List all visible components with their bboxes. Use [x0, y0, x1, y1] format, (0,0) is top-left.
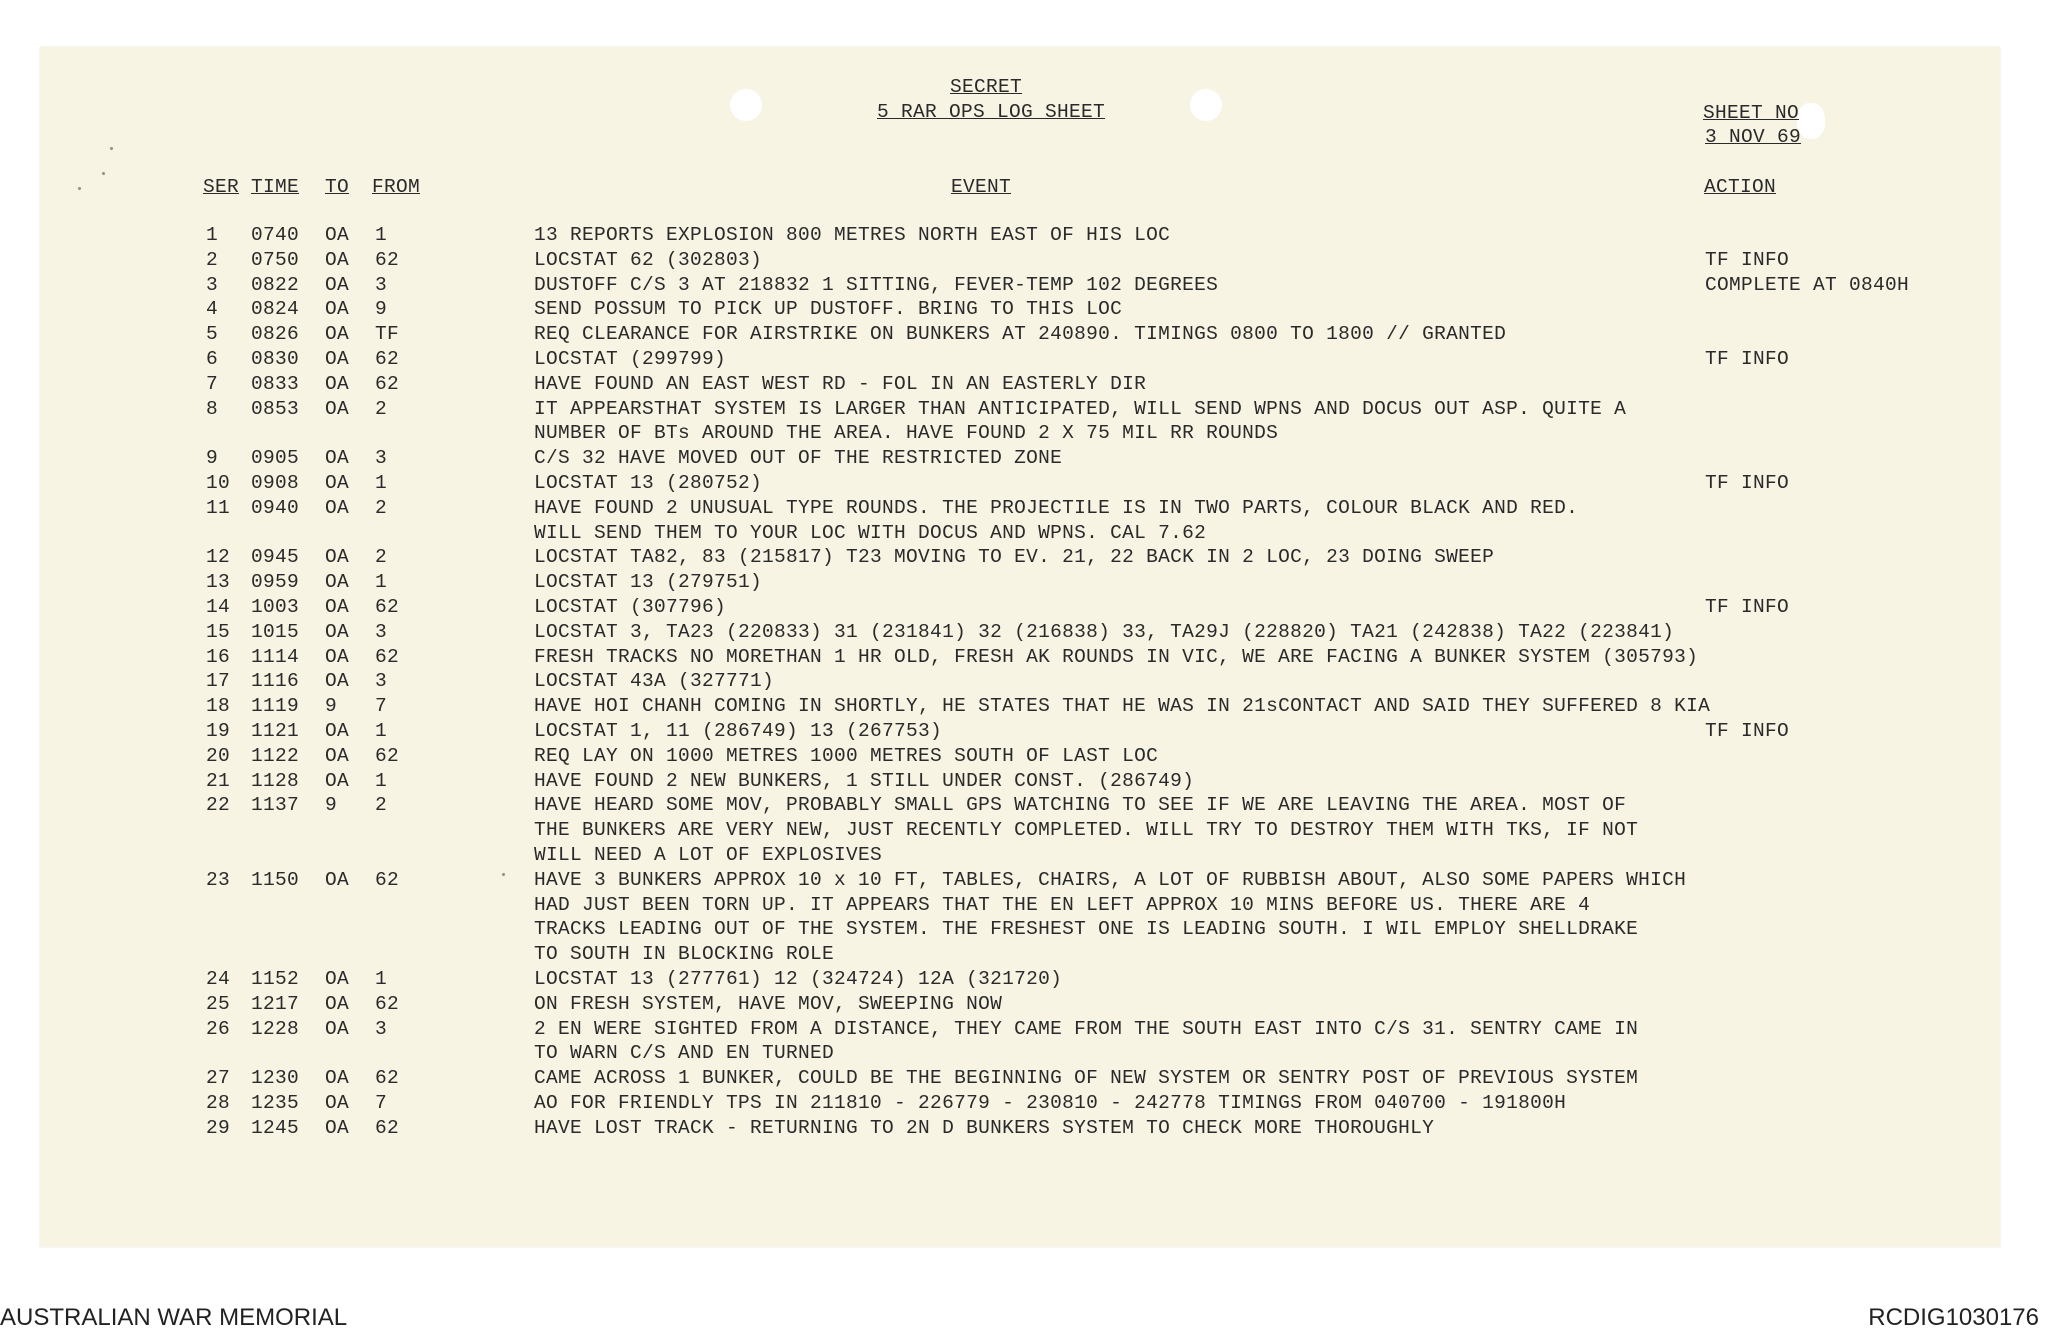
entry-event-line: HAVE HEARD SOME MOV, PROBABLY SMALL GPS WATCHING TO SEE IF WE ARE LEAVING THE AREA. MOST OF	[534, 794, 1627, 817]
entry-time: 1245	[251, 1116, 300, 1139]
entry-event-line: LOCSTAT 62 (302803)	[534, 248, 763, 271]
entry-to: OA	[325, 720, 350, 742]
entry-from: 2	[375, 496, 388, 519]
entry-time: 0750	[251, 248, 300, 271]
entry-from: 1	[375, 571, 388, 594]
entry-serial: 18	[206, 695, 231, 718]
entry-event-line: THE BUNKERS ARE VERY NEW, JUST RECENTLY COMPLETED. WILL TRY TO DESTROY THEM WITH TKS, IF NOT	[534, 819, 1639, 842]
entry-from: 3	[375, 1017, 388, 1040]
entry-time: 1150	[251, 868, 300, 891]
entry-time: 1119	[251, 695, 300, 718]
entry-time: 1003	[251, 596, 300, 618]
entry-to: OA	[325, 992, 350, 1015]
entry-from: 3	[375, 273, 388, 296]
entry-to: OA	[325, 546, 350, 569]
entry-time: 1015	[251, 620, 300, 643]
entry-to: OA	[325, 397, 350, 420]
entry-to: OA	[325, 1067, 350, 1090]
entry-to: OA	[325, 596, 350, 618]
entry-serial: 6	[206, 348, 219, 370]
entry-serial: 8	[206, 397, 219, 420]
entry-serial: 13	[206, 571, 231, 594]
entry-time: 1116	[251, 670, 300, 693]
entry-to: OA	[325, 273, 350, 296]
entry-action: COMPLETE AT 0840H	[1705, 273, 1910, 296]
entry-to: OA	[325, 620, 350, 643]
entry-to: OA	[325, 670, 350, 693]
punch-hole-corner	[1797, 103, 1825, 139]
entry-from: 7	[375, 695, 388, 718]
entry-event-line: CAME ACROSS 1 BUNKER, COULD BE THE BEGINNING OF NEW SYSTEM OR SENTRY POST OF PREVIOUS SYSTEM	[534, 1067, 1639, 1090]
entry-time: 0824	[251, 298, 300, 321]
entry-time: 1128	[251, 769, 300, 792]
entry-to: 9	[325, 695, 338, 718]
footer-source: AUSTRALIAN WAR MEMORIAL	[0, 1304, 348, 1331]
entry-event-line: LOCSTAT TA82, 83 (215817) T23 MOVING TO EV. 21, 22 BACK IN 2 LOC, 23 DOING SWEEP	[534, 546, 1495, 569]
entry-event-line: TRACKS LEADING OUT OF THE SYSTEM. THE FRESHEST ONE IS LEADING SOUTH. I WIL EMPLOY SHELLDRAKE	[534, 918, 1639, 941]
entry-to: OA	[325, 769, 350, 792]
entry-serial: 27	[206, 1067, 231, 1090]
entry-serial: 4	[206, 298, 219, 321]
entry-serial: 28	[206, 1092, 231, 1114]
entry-serial: 17	[206, 670, 231, 693]
entry-from: 62	[375, 992, 400, 1015]
entry-time: 1235	[251, 1092, 300, 1114]
entry-event-line: NUMBER OF BTs AROUND THE AREA. HAVE FOUND 2 X 75 MIL RR ROUNDS	[534, 422, 1279, 445]
column-header-time: TIME	[251, 176, 300, 198]
entry-event-line: 13 REPORTS EXPLOSION 800 METRES NORTH EAST OF HIS LOC	[534, 224, 1171, 246]
entry-from: 1	[375, 769, 388, 792]
entry-from: 3	[375, 670, 388, 693]
entry-event-line: DUSTOFF C/S 3 AT 218832 1 SITTING, FEVER-TEMP 102 DEGREES	[534, 273, 1219, 296]
entry-serial: 21	[206, 769, 231, 792]
entry-event-line: REQ CLEARANCE FOR AIRSTRIKE ON BUNKERS AT 240890. TIMINGS 0800 TO 1800 // GRANTED	[534, 323, 1507, 346]
entry-event-line: 2 EN WERE SIGHTED FROM A DISTANCE, THEY CAME FROM THE SOUTH EAST INTO C/S 31. SENTRY CAME IN	[534, 1017, 1639, 1040]
entry-serial: 25	[206, 992, 231, 1015]
entry-to: OA	[325, 744, 350, 767]
entry-time: 0853	[251, 397, 300, 420]
entry-serial: 10	[206, 472, 231, 494]
column-header-to: TO	[325, 176, 350, 198]
entry-from: 62	[375, 645, 400, 668]
column-header-action: ACTION	[1704, 176, 1777, 198]
entry-event-line: HAD JUST BEEN TORN UP. IT APPEARS THAT THE EN LEFT APPROX 10 MINS BEFORE US. THERE ARE 4	[534, 893, 1591, 916]
entry-event-line: WILL SEND THEM TO YOUR LOC WITH DOCUS AND WPNS. CAL 7.62	[534, 521, 1207, 544]
entry-serial: 7	[206, 372, 219, 395]
entry-event-line: LOCSTAT 3, TA23 (220833) 31 (231841) 32 (216838) 33, TA29J (228820) TA21 (242838) TA22 (223841)	[534, 620, 1675, 643]
entry-event-line: IT APPEARSTHAT SYSTEM IS LARGER THAN ANTICIPATED, WILL SEND WPNS AND DOCUS OUT ASP. QUITE A	[534, 397, 1627, 420]
entry-from: 62	[375, 596, 400, 618]
column-header-from: FROM	[372, 176, 421, 198]
entry-time: 0940	[251, 496, 300, 519]
entry-serial: 24	[206, 968, 231, 990]
entry-from: 9	[375, 298, 388, 321]
sheet-number-label: SHEET NO	[1703, 102, 1800, 124]
entry-to: OA	[325, 1092, 350, 1114]
paper-speck	[78, 187, 81, 190]
entry-to: OA	[325, 496, 350, 519]
entry-event-line: WILL NEED A LOT OF EXPLOSIVES	[534, 844, 883, 866]
entry-event-line: HAVE 3 BUNKERS APPROX 10 x 10 FT, TABLES, CHAIRS, A LOT OF RUBBISH ABOUT, ALSO SOME PAPERS WHICH	[534, 868, 1687, 891]
sheet-date: 3 NOV 69	[1705, 126, 1802, 148]
entry-event-line: C/S 32 HAVE MOVED OUT OF THE RESTRICTED ZONE	[534, 447, 1063, 470]
log-sheet-title: 5 RAR OPS LOG SHEET	[877, 101, 1106, 123]
entry-from: 2	[375, 546, 388, 569]
entry-event-line: HAVE FOUND AN EAST WEST RD - FOL IN AN EASTERLY DIR	[534, 372, 1147, 395]
entry-serial: 11	[206, 496, 231, 519]
entry-serial: 26	[206, 1017, 231, 1040]
entry-from: 62	[375, 868, 400, 891]
entry-serial: 15	[206, 620, 231, 643]
entry-event-line: LOCSTAT 13 (280752)	[534, 472, 763, 494]
entry-event-line: HAVE FOUND 2 NEW BUNKERS, 1 STILL UNDER CONST. (286749)	[534, 769, 1195, 792]
entry-to: OA	[325, 868, 350, 891]
entry-from: 7	[375, 1092, 388, 1114]
entry-action: TF INFO	[1705, 248, 1790, 271]
column-header-ser: SER	[203, 176, 240, 198]
entry-event-line: TO WARN C/S AND EN TURNED	[534, 1042, 835, 1065]
entry-from: 62	[375, 348, 400, 370]
entry-serial: 2	[206, 248, 219, 271]
entry-time: 0908	[251, 472, 300, 494]
entry-event-line: LOCSTAT 43A (327771)	[534, 670, 775, 693]
entry-event-line: LOCSTAT (307796)	[534, 596, 727, 618]
entry-action: TF INFO	[1705, 472, 1790, 494]
entry-event-line: LOCSTAT (299799)	[534, 348, 727, 370]
entry-to: OA	[325, 472, 350, 494]
entry-time: 1122	[251, 744, 300, 767]
entry-from: 62	[375, 1116, 400, 1139]
entry-serial: 3	[206, 273, 219, 296]
entry-serial: 5	[206, 323, 219, 346]
entry-from: 62	[375, 744, 400, 767]
entry-to: OA	[325, 248, 350, 271]
entry-serial: 14	[206, 596, 231, 618]
entry-from: 2	[375, 397, 388, 420]
entry-from: 3	[375, 447, 388, 470]
entry-serial: 1	[206, 224, 219, 246]
entry-to: OA	[325, 968, 350, 990]
entry-from: 1	[375, 472, 388, 494]
entry-to: OA	[325, 645, 350, 668]
entry-time: 1152	[251, 968, 300, 990]
entry-time: 0959	[251, 571, 300, 594]
entry-to: OA	[325, 1017, 350, 1040]
entry-serial: 16	[206, 645, 231, 668]
entry-event-line: FRESH TRACKS NO MORETHAN 1 HR OLD, FRESH AK ROUNDS IN VIC, WE ARE FACING A BUNKER SYSTEM (305793)	[534, 645, 1699, 668]
entry-from: 2	[375, 794, 388, 817]
entry-to: OA	[325, 323, 350, 346]
entry-serial: 19	[206, 720, 231, 742]
entry-event-line: SEND POSSUM TO PICK UP DUSTOFF. BRING TO THIS LOC	[534, 298, 1123, 321]
entry-time: 0822	[251, 273, 300, 296]
entry-from: 1	[375, 720, 388, 742]
punch-hole-right	[1190, 89, 1222, 121]
entry-action: TF INFO	[1705, 348, 1790, 370]
entry-event-line: ON FRESH SYSTEM, HAVE MOV, SWEEPING NOW	[534, 992, 1003, 1015]
entry-from: 3	[375, 620, 388, 643]
entry-to: OA	[325, 571, 350, 594]
footer-reference: RCDIG1030176	[1868, 1304, 2039, 1331]
column-header-event: EVENT	[951, 176, 1012, 198]
entry-time: 1228	[251, 1017, 300, 1040]
classification-heading: SECRET	[950, 76, 1023, 98]
entry-event-line: LOCSTAT 13 (279751)	[534, 571, 763, 594]
paper-speck	[102, 172, 105, 175]
entry-serial: 23	[206, 868, 231, 891]
entry-time: 0826	[251, 323, 300, 346]
entry-time: 1230	[251, 1067, 300, 1090]
paper-speck	[110, 147, 113, 150]
punch-hole-left	[730, 89, 762, 121]
entry-to: OA	[325, 372, 350, 395]
entry-serial: 12	[206, 546, 231, 569]
entry-serial: 22	[206, 794, 231, 817]
entry-from: 62	[375, 1067, 400, 1090]
entry-time: 1114	[251, 645, 300, 668]
entry-action: TF INFO	[1705, 596, 1790, 618]
entry-time: 0740	[251, 224, 300, 246]
entry-time: 0905	[251, 447, 300, 470]
entry-serial: 29	[206, 1116, 231, 1139]
entry-event-line: TO SOUTH IN BLOCKING ROLE	[534, 943, 835, 966]
entry-from: 62	[375, 248, 400, 271]
entry-to: OA	[325, 224, 350, 246]
entry-serial: 9	[206, 447, 219, 470]
entry-to: 9	[325, 794, 338, 817]
entry-from: 1	[375, 224, 388, 246]
entry-to: OA	[325, 447, 350, 470]
entry-event-line: HAVE HOI CHANH COMING IN SHORTLY, HE STATES THAT HE WAS IN 21sCONTACT AND SAID THEY SUFFERED 8 KIA	[534, 695, 1711, 718]
entry-action: TF INFO	[1705, 720, 1790, 742]
entry-time: 0833	[251, 372, 300, 395]
entry-time: 0830	[251, 348, 300, 370]
entry-from: 62	[375, 372, 400, 395]
entry-event-line: REQ LAY ON 1000 METRES 1000 METRES SOUTH OF LAST LOC	[534, 744, 1159, 767]
entry-event-line: LOCSTAT 13 (277761) 12 (324724) 12A (321720)	[534, 968, 1063, 990]
entry-time: 0945	[251, 546, 300, 569]
entry-serial: 20	[206, 744, 231, 767]
entry-event-line: AO FOR FRIENDLY TPS IN 211810 - 226779 - 230810 - 242778 TIMINGS FROM 040700 - 191800H	[534, 1092, 1567, 1114]
entry-time: 1137	[251, 794, 300, 817]
entry-to: OA	[325, 1116, 350, 1139]
entry-time: 1121	[251, 720, 300, 742]
entry-to: OA	[325, 298, 350, 321]
entry-from: TF	[375, 323, 400, 346]
entry-from: 1	[375, 968, 388, 990]
entry-event-line: HAVE LOST TRACK - RETURNING TO 2N D BUNKERS SYSTEM TO CHECK MORE THOROUGHLY	[534, 1116, 1435, 1139]
entry-event-line: HAVE FOUND 2 UNUSUAL TYPE ROUNDS. THE PROJECTILE IS IN TWO PARTS, COLOUR BLACK AND RED.	[534, 496, 1579, 519]
entry-event-line: LOCSTAT 1, 11 (286749) 13 (267753)	[534, 720, 943, 742]
entry-time: 1217	[251, 992, 300, 1015]
entry-to: OA	[325, 348, 350, 370]
paper-speck	[502, 873, 505, 876]
